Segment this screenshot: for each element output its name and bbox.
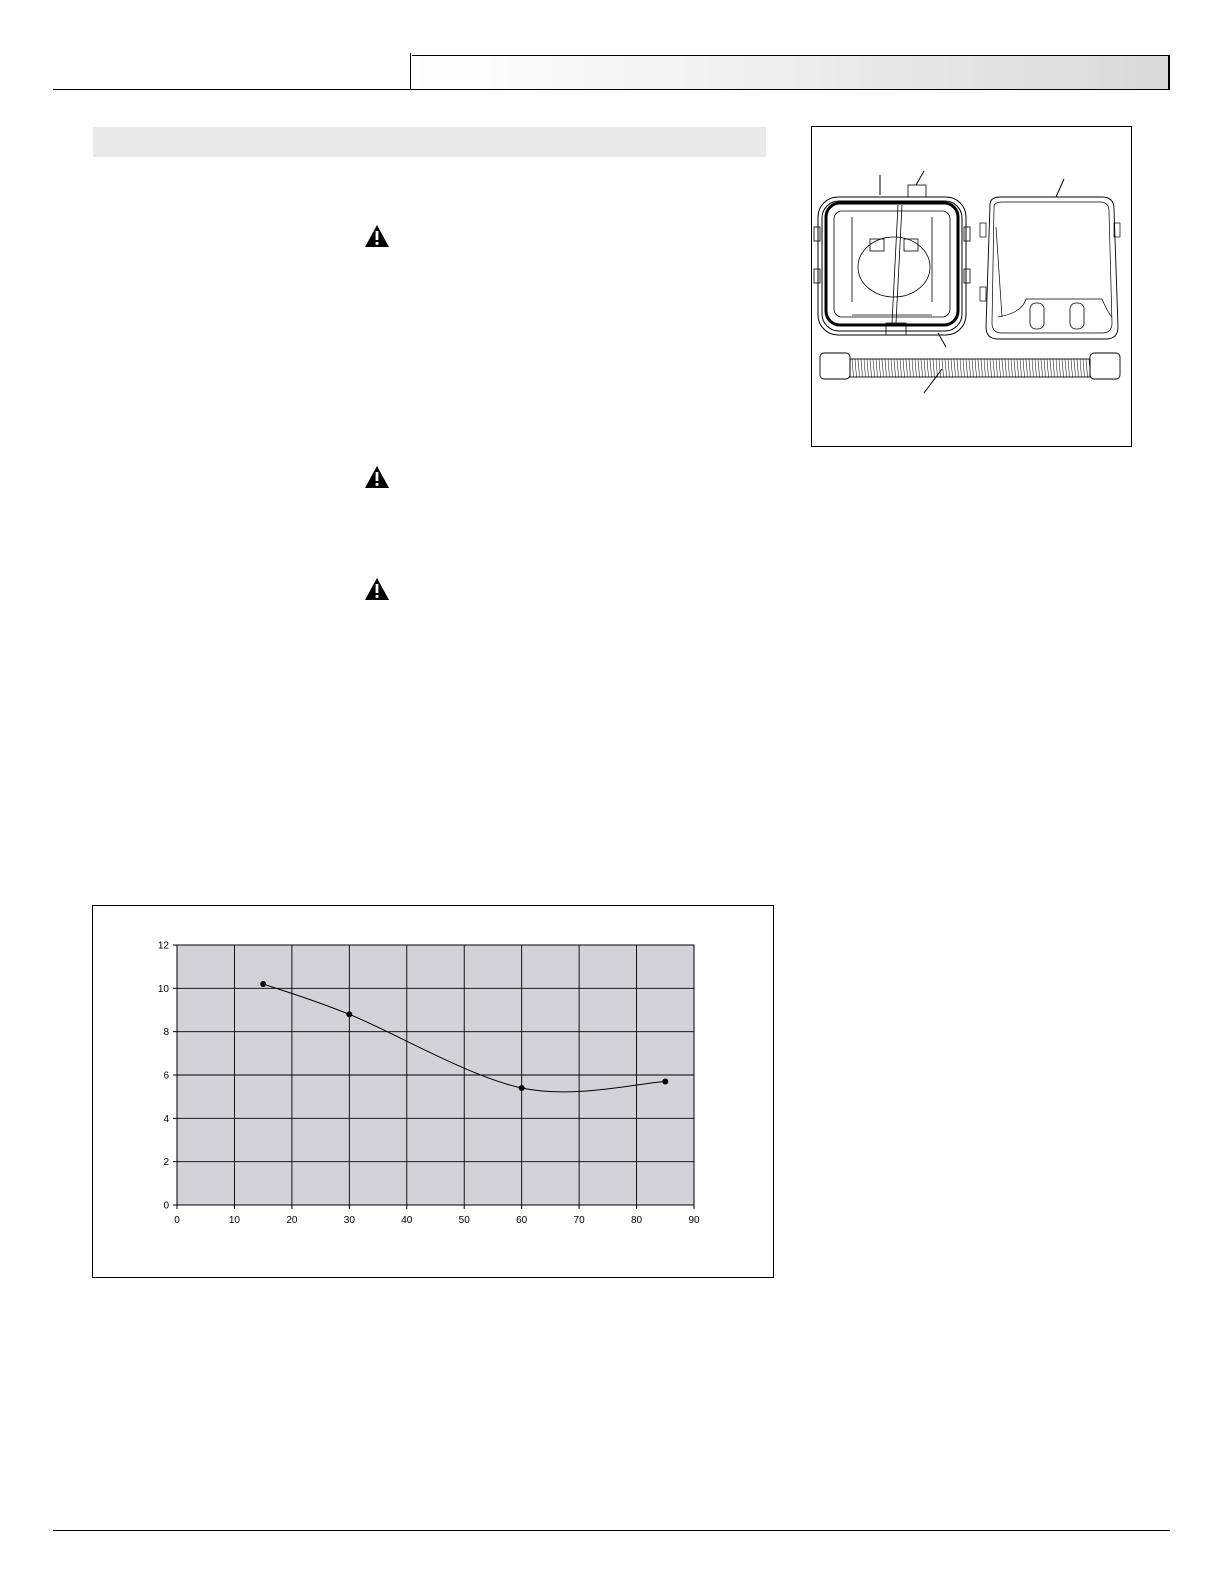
x-tick-label: 50 xyxy=(458,1215,470,1226)
y-tick-label: 12 xyxy=(157,940,169,952)
header-rule xyxy=(53,89,1170,90)
x-tick-label: 70 xyxy=(573,1215,585,1226)
header-left-title xyxy=(60,60,400,86)
y-tick-label: 2 xyxy=(163,1157,169,1169)
cover-illustration xyxy=(980,197,1120,339)
chart-frame xyxy=(92,905,774,1278)
data-point xyxy=(519,1085,525,1091)
base-housing-illustration xyxy=(814,185,970,335)
warning-triangle-icon xyxy=(364,577,390,601)
x-tick-label: 80 xyxy=(630,1215,643,1226)
x-tick-label: 90 xyxy=(688,1215,700,1226)
y-tick-label: 10 xyxy=(157,983,169,995)
y-tick-label: 4 xyxy=(163,1113,169,1125)
x-tick-label: 60 xyxy=(516,1215,528,1226)
header-right-title xyxy=(430,62,1150,86)
header-divider xyxy=(410,53,411,89)
data-point xyxy=(346,1011,352,1017)
x-tick-label: 20 xyxy=(286,1215,298,1226)
product-figure xyxy=(811,126,1132,447)
x-tick-label: 10 xyxy=(228,1215,241,1226)
footer-rule xyxy=(53,1530,1170,1531)
hose-illustration xyxy=(820,353,1120,379)
data-point xyxy=(260,981,266,987)
warning-triangle-icon xyxy=(364,224,390,248)
y-tick-label: 0 xyxy=(163,1200,169,1212)
x-tick-label: 40 xyxy=(401,1215,413,1226)
y-tick-label: 6 xyxy=(163,1070,169,1082)
y-tick-label: 8 xyxy=(163,1027,169,1039)
x-tick-label: 30 xyxy=(343,1215,355,1226)
data-point xyxy=(662,1079,668,1085)
line-chart xyxy=(93,906,772,1276)
warning-triangle-icon xyxy=(364,465,390,489)
section-heading-band xyxy=(93,127,766,157)
x-tick-label: 0 xyxy=(174,1215,180,1226)
